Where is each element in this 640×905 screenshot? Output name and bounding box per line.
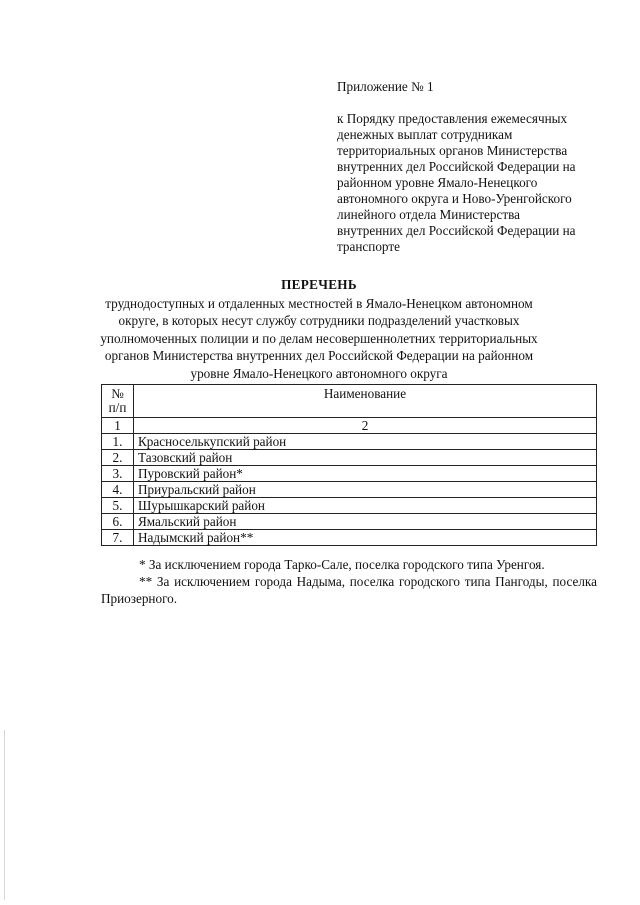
row-name: Надымский район** <box>134 530 597 546</box>
table-row <box>102 482 597 498</box>
appendix-line: внутренних дел Российской Федерации на <box>337 223 576 238</box>
column-number-1: 1 <box>102 418 134 434</box>
column-number-2: 2 <box>134 418 597 434</box>
footnotes <box>101 556 597 607</box>
footnote-1: * За исключением города Тарко-Сале, поселка городского типа Уренгоя. <box>139 557 545 572</box>
appendix-line: автономного округа и Ново-Уренгойского <box>337 191 572 206</box>
footnote-2: ** За исключением города Надыма, поселка городского типа Пангоды, поселка Приозерного. <box>101 574 597 606</box>
scan-edge-line <box>4 730 5 900</box>
row-number: 1. <box>102 434 134 450</box>
appendix-line: денежных выплат сотрудникам <box>337 127 513 142</box>
header-number <box>102 385 134 418</box>
districts-table <box>101 384 597 546</box>
appendix-line: транспорте <box>337 239 400 254</box>
header-name: Наименование <box>134 385 597 418</box>
list-heading <box>96 276 542 382</box>
row-name: Пуровский район* <box>134 466 597 482</box>
heading-line: уровне Ямало-Ненецкого автономного округа <box>190 365 448 381</box>
row-number: 4. <box>102 482 134 498</box>
table-row <box>102 498 597 514</box>
header-number-line1: № <box>111 386 124 401</box>
row-number: 2. <box>102 450 134 466</box>
column-number-row <box>102 418 597 434</box>
row-name: Приуральский район <box>134 482 597 498</box>
appendix-block <box>337 79 607 255</box>
appendix-line: районном уровне Ямало-Ненецкого <box>337 175 538 190</box>
table-row <box>102 466 597 482</box>
row-name: Красноселькупский район <box>134 434 597 450</box>
header-number-line2: п/п <box>108 400 127 415</box>
heading-line: органов Министерства внутренних дел Российской Федерации на районном <box>104 348 534 363</box>
row-number: 6. <box>102 514 134 530</box>
heading-line: округе, в которых несут службу сотрудники подразделений участковых <box>118 313 520 328</box>
appendix-line: внутренних дел Российской Федерации на <box>337 159 576 174</box>
row-number: 3. <box>102 466 134 482</box>
appendix-line: территориальных органов Министерства <box>337 143 568 158</box>
heading-title: ПЕРЕЧЕНЬ <box>281 277 357 292</box>
row-number: 7. <box>102 530 134 546</box>
table-row <box>102 514 597 530</box>
row-name: Тазовский район <box>134 450 597 466</box>
heading-line: труднодоступных и отдаленных местностей в Ямало-Ненецком автономном <box>105 295 533 311</box>
row-name: Шурышкарский район <box>134 498 597 514</box>
table-row <box>102 434 597 450</box>
row-number: 5. <box>102 498 134 514</box>
row-name: Ямальский район <box>134 514 597 530</box>
appendix-line: к Порядку предоставления ежемесячных <box>337 111 568 126</box>
appendix-number: Приложение № 1 <box>337 79 434 94</box>
table-row <box>102 450 597 466</box>
table-row <box>102 530 597 546</box>
appendix-line: линейного отдела Министерства <box>337 207 521 222</box>
table-header-row <box>102 385 597 418</box>
heading-line: уполномоченных полиции и по делам несовершеннолетних территориальных <box>100 330 538 346</box>
